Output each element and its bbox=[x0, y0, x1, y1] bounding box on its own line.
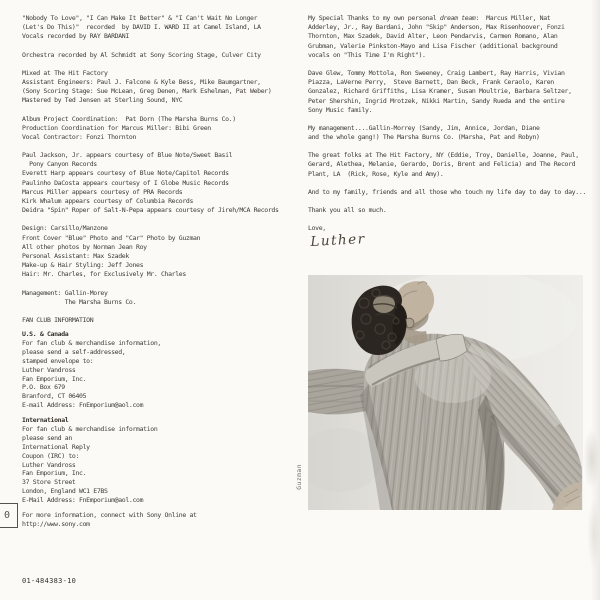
photo-credit-guzman: Guzman bbox=[296, 464, 303, 490]
text-line: For more information, connect with Sony Online at bbox=[22, 510, 197, 519]
text-line: Paulinho DaCosta appears courtesy of I Globe Music Records bbox=[22, 178, 229, 187]
text-line: Hair: Mr. Charles, for Exclusively Mr. Charles bbox=[22, 270, 186, 279]
text-line: Personal Assistant: Max Szadek bbox=[22, 251, 129, 260]
us-canada-lines bbox=[22, 339, 307, 410]
text-line: Mastered by Ted Jensen at Sterling Sound, NYC bbox=[22, 96, 183, 105]
text-line: Fan Emporium, Inc. bbox=[22, 469, 87, 478]
text-line: Sony Music family. bbox=[308, 105, 373, 114]
thanks-post: : Marcus Miller, Nat bbox=[475, 14, 551, 22]
luther-photo bbox=[308, 275, 583, 510]
text-line: For fan club & merchandise information bbox=[22, 424, 158, 433]
text-line: Front Cover "Blue" Photo and "Car" Photo by Guzman bbox=[22, 233, 201, 242]
thanks-column bbox=[308, 14, 598, 250]
text-line: Plant, LA (Rick, Rose, Kyle and Amy). bbox=[308, 169, 444, 178]
text-line: Coupon (IRC) to: bbox=[22, 451, 80, 460]
text-line: Fan Emporium, Inc. bbox=[22, 374, 87, 383]
text-line: My management....Gallin-Morrey (Sandy, Jim, Annice, Jordan, Diane bbox=[308, 123, 540, 132]
text-line: Assistant Engineers: Paul J. Falcone & Kyle Bess, Mike Baumgartner, bbox=[22, 77, 261, 86]
management-paragraph bbox=[308, 124, 598, 142]
text-line: vocals on "This Time I'm Right"). bbox=[308, 50, 426, 59]
text-line: And to my family, friends and all those who touch my life day to day to day... bbox=[308, 187, 586, 196]
text-line: London, England WC1 E7BS bbox=[22, 487, 108, 496]
text-line: Thornton, Max Szadek, David Alter, Leon Pendarvis, Carmen Romano, Alan bbox=[308, 32, 558, 41]
text-line: E-Mail Address: FnEmporium@aol.com bbox=[22, 496, 144, 505]
recording-credits bbox=[22, 14, 307, 42]
text-line bbox=[308, 14, 598, 23]
text-line: Production Coordination for Marcus Miller: Bibi Green bbox=[22, 123, 211, 132]
special-thanks-lines bbox=[308, 23, 598, 60]
text-line: Peter Shershin, Ingrid Mrotzek, Nikki Martin, Sandy Rueda and the entire bbox=[308, 96, 565, 105]
scan-artifact bbox=[583, 428, 600, 490]
international-lines bbox=[22, 425, 307, 505]
text-line: Pony Canyon Records bbox=[22, 160, 97, 169]
text-line: http://www.sony.com bbox=[22, 519, 90, 528]
text-line: Marcus Miller appears courtesy of PRA Records bbox=[22, 187, 183, 196]
text-line: Gerard, Alethea, Melanie, Gerardo, Doris, Brent and Felicia) and The Record bbox=[308, 160, 576, 169]
text-line: Grubman, Valerie Pinkston-Mayo and Lisa Fischer (additional background bbox=[308, 41, 558, 50]
text-line: P.O. Box 679 bbox=[22, 383, 65, 392]
text-line: Paul Jackson, Jr. appears courtesy of Blue Note/Sweet Basil bbox=[22, 151, 233, 160]
text-line: please send an bbox=[22, 433, 72, 442]
text-line: Mixed at The Hit Factory bbox=[22, 68, 108, 77]
catalog-number: 01-484383-10 bbox=[22, 577, 77, 585]
text-line: All other photos by Norman Jean Roy bbox=[22, 242, 147, 251]
design-credits bbox=[22, 224, 307, 279]
text-line: Piazza, LaVerne Perry, Steve Barnett, Dan Beck, Frank Ceraolo, Karen bbox=[308, 78, 554, 87]
love-line: Love, bbox=[308, 224, 326, 233]
luther-signature: Luther bbox=[310, 231, 366, 251]
thanks-pre: My Special Thanks to my own personal bbox=[308, 14, 440, 22]
text-line: Design: Carsillo/Manzone bbox=[22, 224, 108, 233]
coordination-credits bbox=[22, 115, 307, 143]
sony-team-paragraph bbox=[308, 69, 598, 115]
orchestra-credit bbox=[22, 51, 307, 60]
family-paragraph bbox=[308, 188, 598, 197]
international-header: International bbox=[22, 416, 69, 425]
luther-photo-illustration bbox=[308, 275, 583, 510]
text-line: Dave Glew, Tommy Mottola, Ron Sweeney, Craig Lambert, Ray Harris, Vivian bbox=[308, 68, 565, 77]
text-line: Deidra "Spin" Roper of Salt-N-Pepa appears courtesy of Jireh/MCA Records bbox=[22, 206, 279, 215]
text-line: E-mail Address: FnEmporium@aol.com bbox=[22, 401, 144, 410]
credits-column bbox=[22, 14, 307, 535]
text-line: Thank you all so much. bbox=[308, 206, 387, 214]
text-line: Make-up & Hair Styling: Jeff Jones bbox=[22, 261, 144, 270]
text-line: For fan club & merchandise information, bbox=[22, 338, 161, 347]
mixing-credits bbox=[22, 69, 307, 106]
text-line: Vocal Contractor: Fonzi Thornton bbox=[22, 132, 137, 141]
text-line: Album Project Coordination: Pat Dorn (The Marsha Burns Co.) bbox=[22, 114, 236, 123]
text-line: "Nobody To Love", "I Can Make It Better" & "I Can't Wait No Longer bbox=[22, 14, 258, 22]
text-line: Branford, CT 06405 bbox=[22, 392, 87, 401]
text-line: (Let's Do This)" recorded by DAVID I. WARD II at Camel Island, LA bbox=[22, 23, 261, 32]
special-thanks-paragraph bbox=[308, 14, 598, 60]
fan-club-header: FAN CLUB INFORMATION bbox=[22, 315, 94, 324]
text-line: International Reply bbox=[22, 442, 90, 451]
us-canada-header: U.S. & Canada bbox=[22, 330, 69, 339]
sony-online-info bbox=[22, 511, 307, 529]
dream-team-italic: dream team bbox=[439, 14, 476, 22]
text-line: The Marsha Burns Co. bbox=[22, 297, 137, 306]
text-line: Luther Vandross bbox=[22, 460, 76, 469]
fan-club-international bbox=[22, 416, 307, 505]
text-line: The great folks at The Hit Factory, NY (Eddie, Troy, Danielle, Joanne, Paul, bbox=[308, 151, 579, 160]
fan-club-us-canada bbox=[22, 330, 307, 410]
ear bbox=[406, 318, 414, 328]
studios-paragraph bbox=[308, 151, 598, 179]
thank-you-line bbox=[308, 206, 598, 215]
text-line: Gonzalez, Richard Griffiths, Lisa Kramer, Susan Moultrie, Barbara Seltzer, bbox=[308, 87, 572, 96]
text-line: Luther Vandross bbox=[22, 365, 76, 374]
text-line: (Sony Scoring Stage: Sue McLean, Greg Denen, Mark Eshelman, Pat Weber) bbox=[22, 87, 272, 96]
corner-mark: 0 bbox=[3, 510, 11, 521]
text-line: Management: Gallin-Morey bbox=[22, 288, 108, 297]
text-line: Vocals recorded by RAY BARDANI bbox=[22, 32, 129, 41]
scan-artifact bbox=[587, 498, 600, 570]
text-line: Orchestra recorded by Al Schmidt at Sony Scoring Stage, Culver City bbox=[22, 50, 261, 59]
text-line: Everett Harp appears courtesy of Blue Note/Capitol Records bbox=[22, 169, 229, 178]
text-line: 37 Store Street bbox=[22, 478, 76, 487]
text-line: Adderley, Jr., Ray Bardani, John "Skip" Anderson, Max Risenhoover, Fonzi bbox=[308, 23, 565, 32]
courtesy-credits bbox=[22, 151, 307, 215]
management-credit bbox=[22, 289, 307, 307]
corner-mark-box bbox=[0, 503, 18, 528]
text-line: stamped envelope to: bbox=[22, 356, 94, 365]
text-line: Kirk Whalum appears courtesy of Columbia Records bbox=[22, 197, 194, 205]
text-line: please send a self-addressed, bbox=[22, 347, 126, 356]
text-line: and the whole gang!) The Marsha Burns Co. (Marsha, Pat and Robyn) bbox=[308, 133, 540, 142]
